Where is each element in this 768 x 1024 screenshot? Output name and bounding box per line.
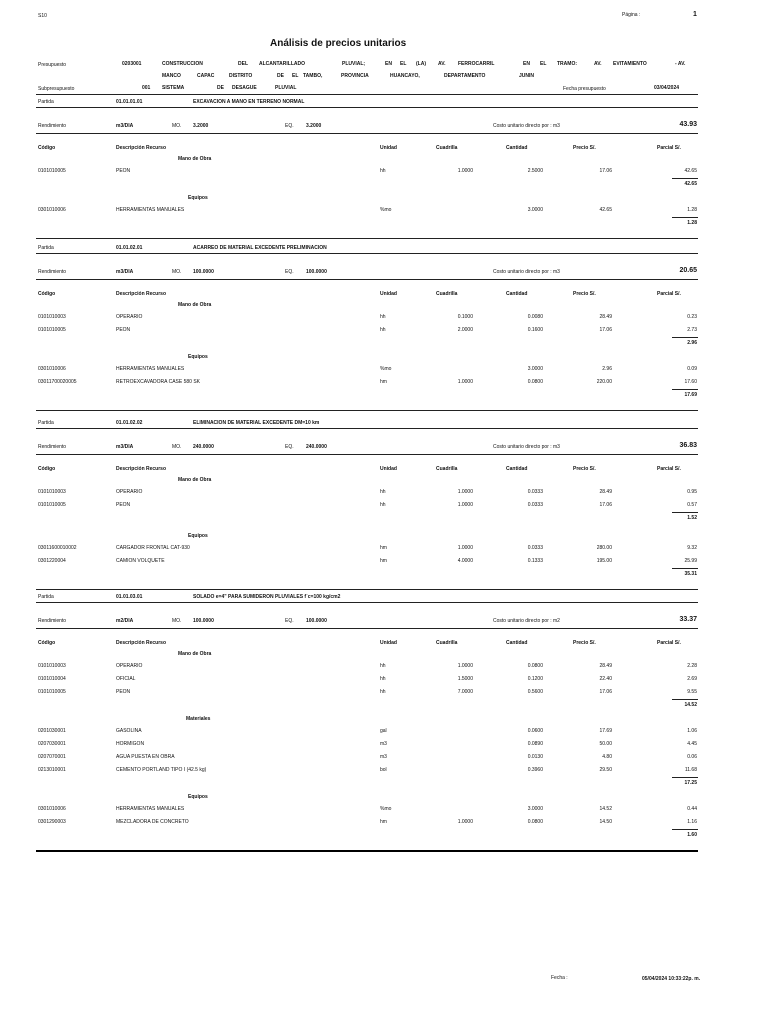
column-header-parcial: Parcial S/.	[657, 640, 681, 646]
subtotal-rule	[672, 568, 698, 569]
costo-unitario-unit: m3	[553, 444, 560, 450]
resource-precio: 17.06	[599, 689, 612, 695]
rendimiento-underline	[36, 454, 698, 455]
resource-unit: hm	[380, 545, 387, 551]
resource-parcial: 9.55	[687, 689, 697, 695]
column-header-cuadrilla: Cuadrilla	[436, 466, 458, 472]
resource-cantidad: 3.0000	[527, 366, 543, 372]
resource-unit: hh	[380, 489, 386, 495]
costo-unitario-unit: m2	[553, 618, 560, 624]
column-header-descripcion: Descripción Recurso	[116, 145, 167, 151]
resource-group-title: Equipos	[188, 195, 208, 201]
column-header-cuadrilla: Cuadrilla	[436, 291, 458, 297]
resource-precio: 280.00	[596, 545, 612, 551]
resource-precio: 4.80	[602, 754, 612, 760]
resource-code: 0101010005	[38, 168, 66, 174]
mo-label: MO.	[172, 123, 182, 129]
resource-unit: bol	[380, 767, 387, 773]
resource-cuadrilla: 1.0000	[457, 819, 473, 825]
resource-cantidad: 0.3960	[527, 767, 543, 773]
group-subtotal: 17.69	[684, 392, 697, 398]
rendimiento-underline	[36, 279, 698, 280]
fecha-presupuesto-label: Fecha presupuesto	[563, 86, 606, 92]
resource-unit: hm	[380, 819, 387, 825]
resource-cantidad: 0.0130	[527, 754, 543, 760]
partida-label: Partida	[38, 99, 54, 105]
resource-code: 0207030001	[38, 741, 66, 747]
column-header-precio: Precio S/.	[573, 466, 596, 472]
partida-code: 01.01.02.01	[116, 245, 143, 251]
subtotal-rule	[672, 178, 698, 179]
resource-parcial: 0.06	[687, 754, 697, 760]
group-subtotal: 35.31	[684, 571, 697, 577]
group-subtotal: 42.65	[684, 181, 697, 187]
costo-unitario-label: Costo unitario directo por :	[493, 269, 552, 275]
eq-value: 100.0000	[306, 618, 327, 624]
resource-code: 0301220004	[38, 558, 66, 564]
column-header-codigo: Código	[38, 466, 56, 472]
resource-code: 0101010005	[38, 502, 66, 508]
resource-parcial: 2.28	[687, 663, 697, 669]
partida-name-underline	[36, 107, 698, 108]
presupuesto-word: (LA)	[416, 61, 426, 67]
eq-label: EQ.	[285, 618, 294, 624]
column-header-cantidad: Cantidad	[506, 640, 528, 646]
page-number: 1	[693, 11, 697, 18]
presupuesto-word: PLUVIAL;	[342, 61, 366, 67]
presupuesto-word: EN	[523, 61, 530, 67]
resource-group-title: Equipos	[188, 794, 208, 800]
partida-name-underline	[36, 602, 698, 603]
group-subtotal: 14.52	[684, 702, 697, 708]
resource-cuadrilla: 1.0000	[457, 663, 473, 669]
partida-end-rule	[36, 238, 698, 239]
presupuesto-word: DISTRITO	[229, 73, 253, 79]
mo-value: 100.0000	[193, 269, 214, 275]
resource-unit: hh	[380, 689, 386, 695]
presupuesto-word: HUANCAYO,	[390, 73, 420, 79]
resource-precio: 195.00	[596, 558, 612, 564]
resource-cantidad: 0.1333	[527, 558, 543, 564]
mo-label: MO.	[172, 618, 182, 624]
group-subtotal: 2.96	[687, 340, 697, 346]
s10-label: S10	[38, 13, 47, 19]
group-subtotal: 1.28	[687, 220, 697, 226]
presupuesto-word: EL	[400, 61, 407, 67]
costo-unitario-value: 36.83	[679, 442, 697, 449]
resource-precio: 28.49	[599, 489, 612, 495]
resource-cantidad: 0.0800	[527, 819, 543, 825]
resource-parcial: 9.32	[687, 545, 697, 551]
resource-cantidad: 2.5000	[527, 168, 543, 174]
costo-unitario-value: 33.37	[679, 616, 697, 623]
subtotal-rule	[672, 337, 698, 338]
presupuesto-word: AV.	[594, 61, 602, 67]
rendimiento-unit: m2/DIA	[116, 618, 134, 624]
subpresupuesto-word: SISTEMA	[162, 85, 185, 91]
resource-cuadrilla: 1.5000	[457, 676, 473, 682]
presupuesto-word: CAPAC	[197, 73, 215, 79]
column-header-cuadrilla: Cuadrilla	[436, 640, 458, 646]
resource-description: CAMION VOLQUETE	[116, 558, 165, 564]
partida-end-rule	[36, 410, 698, 411]
resource-code: 0301010006	[38, 806, 66, 812]
resource-code: 03011600010002	[38, 545, 77, 551]
resource-cuadrilla: 0.1000	[457, 314, 473, 320]
mo-value: 100.0000	[193, 618, 214, 624]
resource-code: 0301010006	[38, 366, 66, 372]
resource-parcial: 25.99	[684, 558, 697, 564]
partida-label: Partida	[38, 420, 54, 426]
resource-cantidad: 0.1600	[527, 327, 543, 333]
resource-unit: m3	[380, 754, 387, 760]
rendimiento-unit: m3/DIA	[116, 444, 134, 450]
partida-label: Partida	[38, 245, 54, 251]
eq-label: EQ.	[285, 269, 294, 275]
rendimiento-label: Rendimiento	[38, 269, 67, 275]
rendimiento-label: Rendimiento	[38, 123, 67, 129]
resource-cantidad: 0.0333	[527, 502, 543, 508]
costo-unitario-value: 20.65	[679, 267, 697, 274]
resource-parcial: 17.60	[684, 379, 697, 385]
resource-parcial: 0.44	[687, 806, 697, 812]
resource-description: GASOLINA	[116, 728, 142, 734]
presupuesto-word: TRAMO:	[557, 61, 577, 67]
resource-description: HORMIGON	[116, 741, 145, 747]
resource-code: 0101010003	[38, 314, 66, 320]
resource-group-title: Mano de Obra	[178, 477, 212, 483]
resource-description: CARGADOR FRONTAL CAT-930	[116, 545, 190, 551]
partida-name: EXCAVACION A MANO EN TERRENO NORMAL	[193, 99, 305, 105]
resource-code: 0101010005	[38, 327, 66, 333]
resource-parcial: 2.73	[687, 327, 697, 333]
resource-cantidad: 0.1200	[527, 676, 543, 682]
subpresupuesto-code: 001	[142, 85, 151, 91]
column-header-parcial: Parcial S/.	[657, 145, 681, 151]
resource-cantidad: 0.0600	[527, 728, 543, 734]
presupuesto-word: PROVINCIA	[341, 73, 369, 79]
resource-description: PEON	[116, 168, 131, 174]
partida-end-rule	[36, 589, 698, 590]
subtotal-rule	[672, 217, 698, 218]
resource-description: MEZCLADORA DE CONCRETO	[116, 819, 189, 825]
resource-cantidad: 0.0333	[527, 489, 543, 495]
partida-code: 01.01.01.01	[116, 99, 143, 105]
presupuesto-word: CONSTRUCCION	[162, 61, 203, 67]
resource-cantidad: 0.0080	[527, 314, 543, 320]
resource-precio: 17.06	[599, 502, 612, 508]
partida-code: 01.01.02.02	[116, 420, 143, 426]
resource-group-title: Mano de Obra	[178, 302, 212, 308]
column-header-unidad: Unidad	[380, 640, 397, 646]
resource-precio: 42.65	[599, 207, 612, 213]
partida-name-underline	[36, 428, 698, 429]
resource-description: PEON	[116, 502, 131, 508]
resource-cantidad: 3.0000	[527, 806, 543, 812]
resource-cantidad: 0.0800	[527, 379, 543, 385]
column-header-codigo: Código	[38, 291, 56, 297]
presupuesto-word: FERROCARRIL	[458, 61, 495, 67]
resource-code: 0213010001	[38, 767, 66, 773]
resource-parcial: 0.23	[687, 314, 697, 320]
resource-precio: 50.00	[599, 741, 612, 747]
resource-description: OPERARIO	[116, 663, 143, 669]
resource-cantidad: 0.0890	[527, 741, 543, 747]
column-header-cantidad: Cantidad	[506, 291, 528, 297]
column-header-unidad: Unidad	[380, 466, 397, 472]
resource-precio: 17.69	[599, 728, 612, 734]
resource-description: HERRAMIENTAS MANUALES	[116, 806, 185, 812]
resource-precio: 220.00	[596, 379, 612, 385]
costo-unitario-label: Costo unitario directo por :	[493, 618, 552, 624]
partida-end-rule	[36, 850, 698, 852]
resource-parcial: 2.69	[687, 676, 697, 682]
presupuesto-label: Presupuesto	[38, 62, 67, 68]
resource-group-title: Materiales	[186, 716, 211, 722]
resource-description: RETROEXCAVADORA CASE 580 SK	[116, 379, 201, 385]
eq-value: 3.2000	[306, 123, 322, 129]
resource-parcial: 4.45	[687, 741, 697, 747]
resource-description: OPERARIO	[116, 489, 143, 495]
costo-unitario-label: Costo unitario directo por :	[493, 123, 552, 129]
resource-parcial: 0.09	[687, 366, 697, 372]
resource-cuadrilla: 2.0000	[457, 327, 473, 333]
costo-unitario-unit: m3	[553, 269, 560, 275]
resource-description: PEON	[116, 327, 131, 333]
presupuesto-word: TAMBO,	[303, 73, 323, 79]
group-subtotal: 1.60	[687, 832, 697, 838]
resource-cantidad: 0.0800	[527, 663, 543, 669]
resource-precio: 22.40	[599, 676, 612, 682]
page-label: Página :	[622, 12, 641, 18]
resource-description: PEON	[116, 689, 131, 695]
column-header-unidad: Unidad	[380, 145, 397, 151]
header-divider	[36, 94, 698, 95]
resource-code: 0101010005	[38, 689, 66, 695]
subpresupuesto-word: DE	[217, 85, 224, 91]
resource-cuadrilla: 1.0000	[457, 502, 473, 508]
resource-unit: hh	[380, 502, 386, 508]
subpresupuesto-word: DESAGUE	[232, 85, 257, 91]
presupuesto-word: DE	[277, 73, 284, 79]
resource-cantidad: 3.0000	[527, 207, 543, 213]
mo-value: 3.2000	[193, 123, 209, 129]
resource-cuadrilla: 7.0000	[457, 689, 473, 695]
group-subtotal: 1.52	[687, 515, 697, 521]
subtotal-rule	[672, 777, 698, 778]
resource-unit: %mo	[380, 806, 392, 812]
partida-name: ELIMINACION DE MATERIAL EXCEDENTE DM=10 km	[193, 420, 320, 426]
resource-code: 0301290003	[38, 819, 66, 825]
resource-group-title: Equipos	[188, 354, 208, 360]
page-title: Análisis de precios unitarios	[270, 38, 407, 49]
rendimiento-underline	[36, 628, 698, 629]
subtotal-rule	[672, 829, 698, 830]
resource-unit: %mo	[380, 207, 392, 213]
resource-precio: 17.06	[599, 168, 612, 174]
rendimiento-unit: m3/DIA	[116, 269, 134, 275]
presupuesto-word: AV.	[438, 61, 446, 67]
resource-description: CEMENTO PORTLAND TIPO I (42.5 kg)	[116, 767, 207, 773]
resource-precio: 28.49	[599, 663, 612, 669]
presupuesto-word: DEL	[238, 61, 248, 67]
resource-cantidad: 0.5600	[527, 689, 543, 695]
resource-parcial: 1.28	[687, 207, 697, 213]
column-header-codigo: Código	[38, 640, 56, 646]
group-subtotal: 17.25	[684, 780, 697, 786]
column-header-precio: Precio S/.	[573, 145, 596, 151]
rendimiento-underline	[36, 133, 698, 134]
column-header-precio: Precio S/.	[573, 291, 596, 297]
resource-unit: hh	[380, 168, 386, 174]
fecha-presupuesto-value: 03/04/2024	[654, 85, 680, 91]
resource-cuadrilla: 1.0000	[457, 379, 473, 385]
partida-label: Partida	[38, 594, 54, 600]
column-header-parcial: Parcial S/.	[657, 291, 681, 297]
subtotal-rule	[672, 512, 698, 513]
resource-description: AGUA PUESTA EN OBRA	[116, 754, 175, 760]
presupuesto-word: EVITAMIENTO	[613, 61, 647, 67]
resource-group-title: Mano de Obra	[178, 651, 212, 657]
column-header-codigo: Código	[38, 145, 56, 151]
mo-label: MO.	[172, 269, 182, 275]
subpresupuesto-word: PLUVIAL	[275, 85, 297, 91]
eq-label: EQ.	[285, 123, 294, 129]
resource-code: 0201030001	[38, 728, 66, 734]
resource-unit: hh	[380, 663, 386, 669]
resource-precio: 2.96	[602, 366, 612, 372]
column-header-precio: Precio S/.	[573, 640, 596, 646]
subtotal-rule	[672, 389, 698, 390]
eq-label: EQ.	[285, 444, 294, 450]
resource-code: 0207070001	[38, 754, 66, 760]
column-header-cantidad: Cantidad	[506, 145, 528, 151]
resource-description: OPERARIO	[116, 314, 143, 320]
resource-parcial: 0.57	[687, 502, 697, 508]
resource-cuadrilla: 4.0000	[457, 558, 473, 564]
resource-precio: 14.52	[599, 806, 612, 812]
presupuesto-word: EL	[292, 73, 299, 79]
partida-name: ACARREO DE MATERIAL EXCEDENTE PRELIMINACION	[193, 245, 327, 251]
partida-name: SOLADO e=4" PARA SUMIDERON PLUVIALES f´c=100 kg/cm2	[193, 594, 341, 600]
resource-unit: hh	[380, 327, 386, 333]
column-header-descripcion: Descripción Recurso	[116, 640, 167, 646]
resource-code: 0101010003	[38, 489, 66, 495]
presupuesto-word: ALCANTARILLADO	[259, 61, 306, 67]
footer-fecha-value: 05/04/2024 10:33:22p. m.	[642, 976, 701, 982]
subtotal-rule	[672, 699, 698, 700]
footer-fecha-label: Fecha :	[551, 975, 568, 981]
mo-value: 240.0000	[193, 444, 214, 450]
resource-precio: 28.49	[599, 314, 612, 320]
resource-group-title: Mano de Obra	[178, 156, 212, 162]
resource-description: HERRAMIENTAS MANUALES	[116, 366, 185, 372]
eq-value: 240.0000	[306, 444, 327, 450]
presupuesto-word: MANCO	[162, 73, 181, 79]
presupuesto-code: 0203001	[122, 61, 142, 67]
resource-parcial: 1.16	[687, 819, 697, 825]
resource-cantidad: 0.0333	[527, 545, 543, 551]
costo-unitario-unit: m3	[553, 123, 560, 129]
column-header-descripcion: Descripción Recurso	[116, 466, 167, 472]
resource-unit: hh	[380, 676, 386, 682]
eq-value: 100.0000	[306, 269, 327, 275]
column-header-cantidad: Cantidad	[506, 466, 528, 472]
rendimiento-label: Rendimiento	[38, 444, 67, 450]
resource-parcial: 42.65	[684, 168, 697, 174]
costo-unitario-value: 43.93	[679, 121, 697, 128]
resource-cuadrilla: 1.0000	[457, 489, 473, 495]
resource-code: 0301010006	[38, 207, 66, 213]
resource-unit: gal	[380, 728, 387, 734]
presupuesto-word: - AV.	[675, 61, 686, 67]
column-header-descripcion: Descripción Recurso	[116, 291, 167, 297]
resource-unit: hm	[380, 379, 387, 385]
resource-code: 0101010003	[38, 663, 66, 669]
partida-code: 01.01.03.01	[116, 594, 143, 600]
resource-unit: hh	[380, 314, 386, 320]
resource-description: OFICIAL	[116, 676, 136, 682]
resource-parcial: 0.95	[687, 489, 697, 495]
rendimiento-label: Rendimiento	[38, 618, 67, 624]
resource-code: 03011700020005	[38, 379, 77, 385]
resource-group-title: Equipos	[188, 533, 208, 539]
column-header-parcial: Parcial S/.	[657, 466, 681, 472]
resource-description: HERRAMIENTAS MANUALES	[116, 207, 185, 213]
presupuesto-word: JUNIN	[519, 73, 535, 79]
presupuesto-word: DEPARTAMENTO	[444, 73, 486, 79]
column-header-cuadrilla: Cuadrilla	[436, 145, 458, 151]
resource-parcial: 1.06	[687, 728, 697, 734]
resource-cuadrilla: 1.0000	[457, 168, 473, 174]
resource-cuadrilla: 1.0000	[457, 545, 473, 551]
resource-unit: m3	[380, 741, 387, 747]
resource-code: 0101010004	[38, 676, 66, 682]
presupuesto-word: EL	[540, 61, 547, 67]
mo-label: MO.	[172, 444, 182, 450]
subpresupuesto-label: Subpresupuesto	[38, 86, 75, 92]
costo-unitario-label: Costo unitario directo por :	[493, 444, 552, 450]
column-header-unidad: Unidad	[380, 291, 397, 297]
resource-parcial: 11.68	[684, 767, 697, 773]
resource-unit: hm	[380, 558, 387, 564]
resource-precio: 17.06	[599, 327, 612, 333]
resource-precio: 14.50	[599, 819, 612, 825]
partida-name-underline	[36, 253, 698, 254]
rendimiento-unit: m3/DIA	[116, 123, 134, 129]
resource-precio: 29.50	[599, 767, 612, 773]
resource-unit: %mo	[380, 366, 392, 372]
presupuesto-word: EN	[385, 61, 392, 67]
